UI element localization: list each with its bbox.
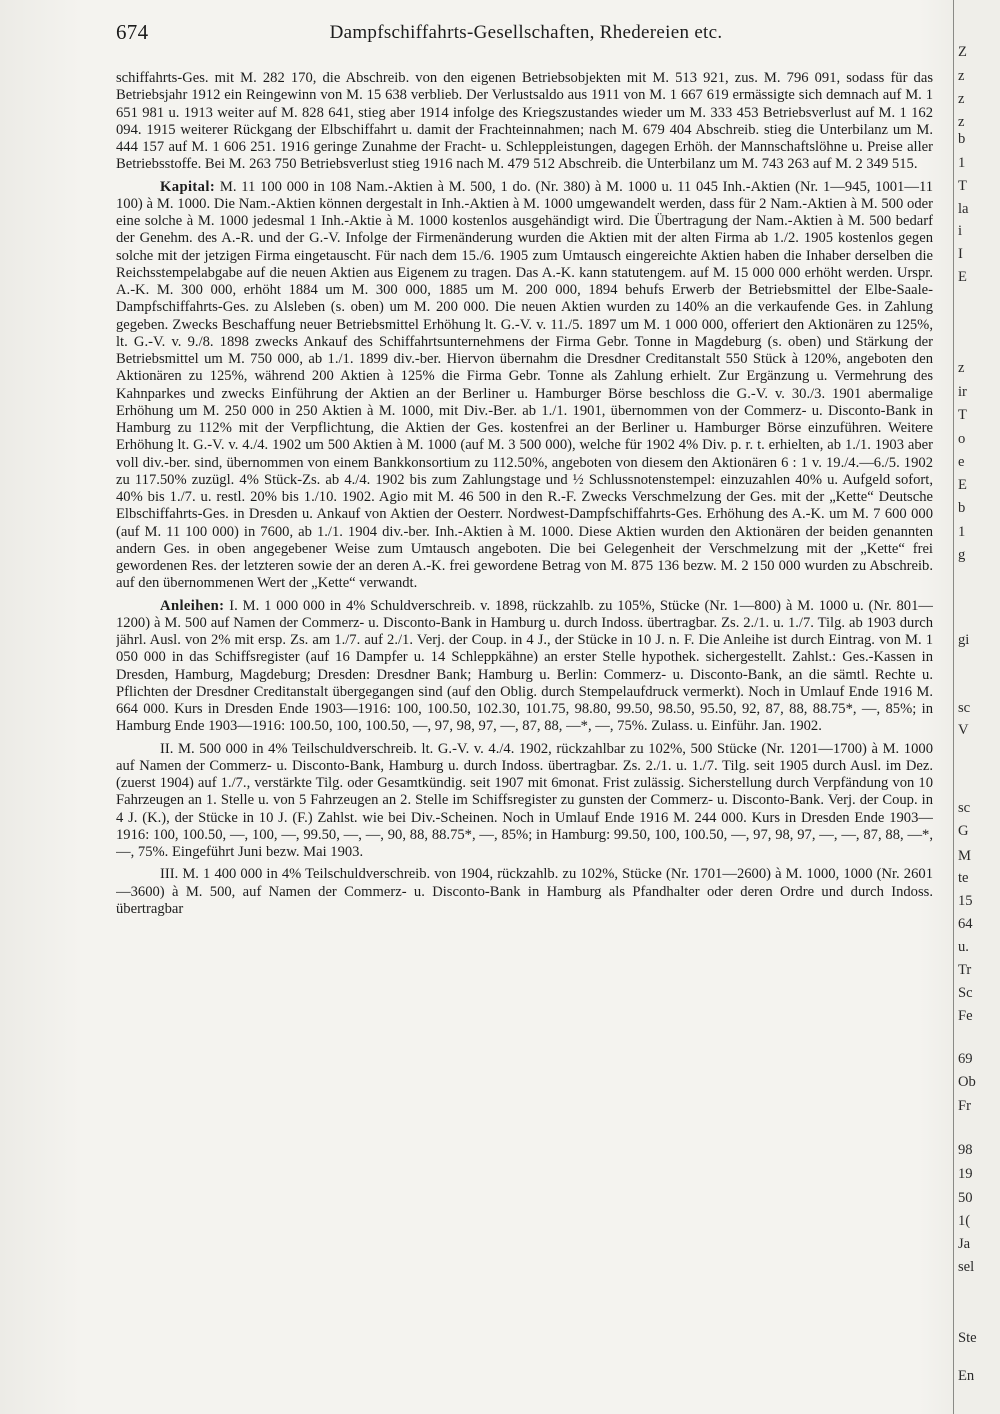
adjacent-page-fragment: sc (958, 800, 971, 816)
adjacent-page-fragment: z (958, 91, 965, 107)
adjacent-page-fragment: 50 (958, 1190, 973, 1206)
adjacent-page-fragment: te (958, 870, 969, 886)
adjacent-page-fragment: Ob (958, 1074, 976, 1090)
anleihen-section (116, 598, 933, 736)
adjacent-page-fragment: z (958, 360, 965, 376)
adjacent-page-fragment: 98 (958, 1142, 973, 1158)
adjacent-page-fragment: Ste (958, 1330, 977, 1346)
adjacent-page-fragment: e (958, 454, 965, 470)
adjacent-page-fragment: 64 (958, 916, 973, 932)
adjacent-page-fragment: Fe (958, 1008, 973, 1024)
running-title: Dampfschiffahrts-Gesellschaften, Rhedereien etc. (329, 22, 723, 43)
adjacent-page-fragment: E (958, 269, 967, 285)
running-header (116, 20, 936, 50)
adjacent-page-fragment: Z (958, 44, 967, 60)
adjacent-page-fragment: i (958, 223, 963, 239)
anleihen-heading: Anleihen: (160, 597, 225, 614)
main-text-column (116, 70, 933, 1406)
page-number: 674 (116, 20, 149, 44)
adjacent-page-fragment: Sc (958, 985, 973, 1001)
adjacent-page-fragment: z (958, 68, 965, 84)
adjacent-page-fragment: la (958, 201, 969, 217)
adjacent-page-fragment: T (958, 178, 967, 194)
adjacent-page-fragment: b (958, 131, 966, 147)
adjacent-page-fragment: gi (958, 632, 970, 648)
kapital-text: M. 11 100 000 in 108 Nam.-Aktien à M. 500, 1 do. (Nr. 380) à M. 1000 u. 11 045 Inh.-Aktien (Nr. 1—945, 1001—11 100) à M. 1000. Die Nam.-Aktien können dergestalt in Inh.-Aktien à M. 1000 umgewandelt werden, dass für 2 Nam.-Aktien à M. 500 oder eine solche à M. 1000 jedesmal 1 Inh.-Aktie à M. 1000 kostenlos ausgehändigt wird. Die Übertragung der Nam.-Aktien à M. 500 bedarf der Genehm. des A.-R. und der G.-V. Infolge der Firmenänderung wurden die Aktien mit der alten Firma ab 1./2. 1905 kostenlos gegen solche mit der jetzigen Firma eingetauscht. Für nach dem 15./6. 1905 zum Umtausch eingereichte Aktien haben die Inhaber derselben die Reichsstempelabgabe auf die neuen Aktien aus Eigenem zu tragen. Das A.-K. kann statutengem. auf M. 15 000 000 erhöht werden. Urspr. A.-K. M. 300 000, erhöht 1884 um M. 300 000, 1885 um M. 200 000, 1894 behufs Erwerb der Betriebsmittel der Elbe-Saale-Dampfschiffahrts-Ges. zu Alsleben (s. oben) um M. 200 000. Die neuen Aktien wurden zu 140% an die verkaufende Ges. in Zahlung gegeben. Zwecks Beschaffung neuer Betriebsmittel Erhöhung lt. G.-V. v. 11./5. 1897 um M. 1 000 000, offeriert den Aktionären zu 125%, lt. G.-V. v. 9./8. 1898 zwecks Ankauf des Schiffahrtsunternehmens der Firma Gebr. Tonne in Magdeburg (s. oben) und Stärkung der Betriebsmittel um M. 750 000, ab 1./1. 1899 div.-ber. Hiervon übernahm die Dresdner Creditanstalt 550 Stück à 120%, angeboten den Aktionären zu 125%, während 200 Aktien à 125% die Firma Gebr. Tonne als Zahlung erhielt. Zur Ergänzung u. Vermehrung des Kahnparkes und zwecks Einführung der Aktien an der Berliner u. Hamburger Börse beschloss die G.-V. v. 30./3. 1901 abermalige Erhöhung um M. 250 000 in 250 Aktien à M. 1000, mit Div.-Ber. ab 1./1. 1901, übernommen von der Commerz- u. Disconto-Bank in Hamburg zu 112% mit der Verpflichtung, die Aktien der Ges. kostenfrei an der Berliner u. Hamburger Börse einzuführen. Weitere Erhöhung lt. G.-V. v. 4./4. 1902 um 500 Aktien à M. 1000 (auf M. 3 500 000), welche für 1902 4% Div. p. r. t. erhielten, ab 1./1. 1903 aber voll div.-ber. sind, übernommen von einem Bankkonsortium zu 112.50%, angeboten von diesem den Aktionären 6 : 1 v. 19./4.—6./5. 1902 zu 117.50% zuzügl. 4% Stück-Zs. ab 4./4. 1902 bis zum Zahlungstage und ½ Schlussnotenstempel: einzuzahlen 40% u. Aufgeld sofort, 40% bis 1./7. u. restl. 20% bis 1./10. 1902. Agio mit M. 46 500 in den R.-F. Zwecks Verschmelzung der Ges. mit der „Kette“ Deutsche Elbschiffahrts-Ges. in Dresden u. Ankauf von Aktien der Oesterr. Nordwest-Dampfschiffahrts-Ges. Erhöhung des A.-K. um M. 7 600 000 (auf M. 11 100 000) in 7600, ab 1./1. 1904 div.-ber. Inh.-Aktien à M. 1000. Diese Aktien wurden den Aktionären der beiden genannten andern Ges. in oben angegebener Weise zum Umtausch angeboten. Die bei Gelegenheit der Verschmelzung mit der „Kette“ frei gewordenen Res. der letzteren sowie der an deren A.-K. frei gewordene Betrag von M. 875 136 bezw. M. 2 150 000 wurden zu Abschreib. auf den übernommenen Wert der „Kette“ verwandt. (116, 178, 933, 592)
adjacent-page-fragment: 69 (958, 1051, 973, 1067)
adjacent-page-fragment: Tr (958, 962, 972, 978)
adjacent-page-fragment: o (958, 431, 966, 447)
adjacent-page-fragment: 1 (958, 524, 966, 540)
adjacent-page-fragment: b (958, 500, 966, 516)
anleihe-1-text: I. M. 1 000 000 in 4% Schuldverschreib. v. 1898, rückzahlb. zu 105%, Stücke (Nr. 1—800) à M. 1000 u. (Nr. 801—1200) à M. 500 auf Namen der Commerz- u. Disconto-Bank in Hamburg u. durch Indoss. übertragbar. Zs. 2./1. u. 1./7. Tilg. ab 1903 durch jährl. Ausl. von 2% mit ersp. Zs. am 1./7. auf 2./1. Verj. der Coup. in 4 J., der Stücke in 10 J. n. F. Die Anleihe ist durch Eintrag. von M. 1 050 000 in das Schiffsregister (auf 16 Dampfer u. 14 Schleppkähne) an erster Stelle hypothek. sichergestellt. Zahlst.: Ges.-Kassen in Dresden, Hamburg, Magdeburg; Dresden: Dresdner Bank; Hamburg u. Berlin: Commerz- u. Disconto-Bank, an die sämtl. Rechte u. Pflichten der Dresdner Creditanstalt übergegangen sind (auf den Oblig. durch Stempelaufdruck vermerkt). Noch in Umlauf Ende 1916 M. 664 000. Kurs in Dresden Ende 1903—1916: 100, 100.50, 102.30, 101.75, 98.80, 99.50, 98.50, 95.50, 92, 87, 88, 88.75*, —, 85%; in Hamburg Ende 1903—1916: 100.50, 100, 100.50, —, 97, 98, 97, —, 87, 88, —*, —, 75%. Zulass. u. Einführ. Jan. 1902. (116, 597, 933, 735)
adjacent-page-fragment: 1 (958, 155, 966, 171)
anleihe-2-paragraph: II. M. 500 000 in 4% Teilschuldverschreib. lt. G.-V. v. 4./4. 1902, rückzahlbar zu 102%, 500 Stücke (Nr. 1201—1700) à M. 1000 auf Namen der Commerz- u. Disconto-Bank, Hamburg u. durch Indoss. übertragbar. Zs. 2./1. u. 1./7. Tilg. seit 1905 durch Ausl. im Dez. (zuerst 1904) auf 1./7., verstärkte Tilg. oder Gesamtkündig. seit 1907 mit 6monat. Frist zulässig. Sicherstellung durch Verpfändung von 10 Fahrzeugen an 1. Stelle u. von 5 Fahrzeugen an 2. Stelle im Schiffsregister zu gunsten der Commerz- u. Disconto-Bank. Verj. der Coup. in 4 J. (K.), der Stücke in 10 J. (F.) Zahlst. wie bei Div.-Scheinen. Noch in Umlauf Ende 1916 M. 244 000. Kurs in Dresden Ende 1903—1916: 100, 100.50, —, 100, —, 99.50, —, —, 90, 88, 88.75*, —, 85%; in Hamburg: 99.50, 100, 100.50, —, 97, 98, 97, —, —, 87, 88, —*, —, 75%. Eingeführt Juni bezw. Mai 1903. (116, 740, 933, 860)
adjacent-page-fragment: En (958, 1368, 975, 1384)
adjacent-page-fragment: T (958, 407, 967, 423)
adjacent-page-fragment: E (958, 477, 967, 493)
anleihe-3-paragraph: III. M. 1 400 000 in 4% Teilschuldverschreib. von 1904, rückzahlb. zu 102%, Stücke (Nr. 1701—2600) à M. 1000, 1000 (Nr. 2601—3600) à M. 500, auf Namen der Commerz- u. Disconto-Bank in Hamburg als Pfandhalter oder deren Ordre und durch Indoss. übertragbar (116, 866, 933, 917)
adjacent-page-fragment: 19 (958, 1166, 973, 1182)
adjacent-page-fragment: sel (958, 1259, 975, 1275)
adjacent-page-fragment: u. (958, 939, 969, 955)
adjacent-page-fragment: ir (958, 384, 967, 400)
adjacent-page-fragment: M (958, 848, 971, 864)
adjacent-page-edge (953, 0, 1000, 1414)
adjacent-page-fragment: z (958, 114, 965, 130)
adjacent-page-fragment: Fr (958, 1098, 971, 1114)
adjacent-page-fragment: sc (958, 700, 971, 716)
adjacent-page-fragment: I (958, 246, 963, 262)
kapital-section (116, 179, 933, 593)
kapital-heading: Kapital: (160, 178, 216, 195)
adjacent-page-fragment: g (958, 547, 966, 563)
adjacent-page-fragment: Ja (958, 1236, 971, 1252)
adjacent-page-fragment: V (958, 722, 969, 738)
adjacent-page-fragment: G (958, 823, 969, 839)
adjacent-page-fragment: 1( (958, 1213, 971, 1229)
intro-paragraph: schiffahrts-Ges. mit M. 282 170, die Abschreib. von den eigenen Betriebsobjekten mit M. 513 921, zus. M. 796 091, sodass für das Betriebsjahr 1912 ein Reingewinn von M. 15 638 verblieb. Der Verlustsaldo aus 1911 von M. 1 667 619 ermässigte sich demnach auf M. 1 651 981 u. 1913 weiter auf M. 828 641, stieg aber 1914 infolge des Kriegszustandes wieder um M. 333 453 Betriebsverlust auf M. 1 162 094. 1915 weiterer Rückgang der Elbschiffahrt u. damit der Frachteinnahmen; nach M. 679 404 Abschreib. stieg die Unterbilanz um M. 444 157 auf M. 1 606 251. 1916 geringe Zunahme der Fracht- u. Schleppleistungen, dagegen Erhöh. der Mannschaftslöhne u. Preise aller Betriebsstoffe. Bei M. 263 750 Betriebsverlust stieg 1916 nach M. 479 512 Abschreib. die Unterbilanz um M. 743 263 auf M. 2 349 515. (116, 70, 933, 173)
adjacent-page-fragment: 15 (958, 893, 973, 909)
